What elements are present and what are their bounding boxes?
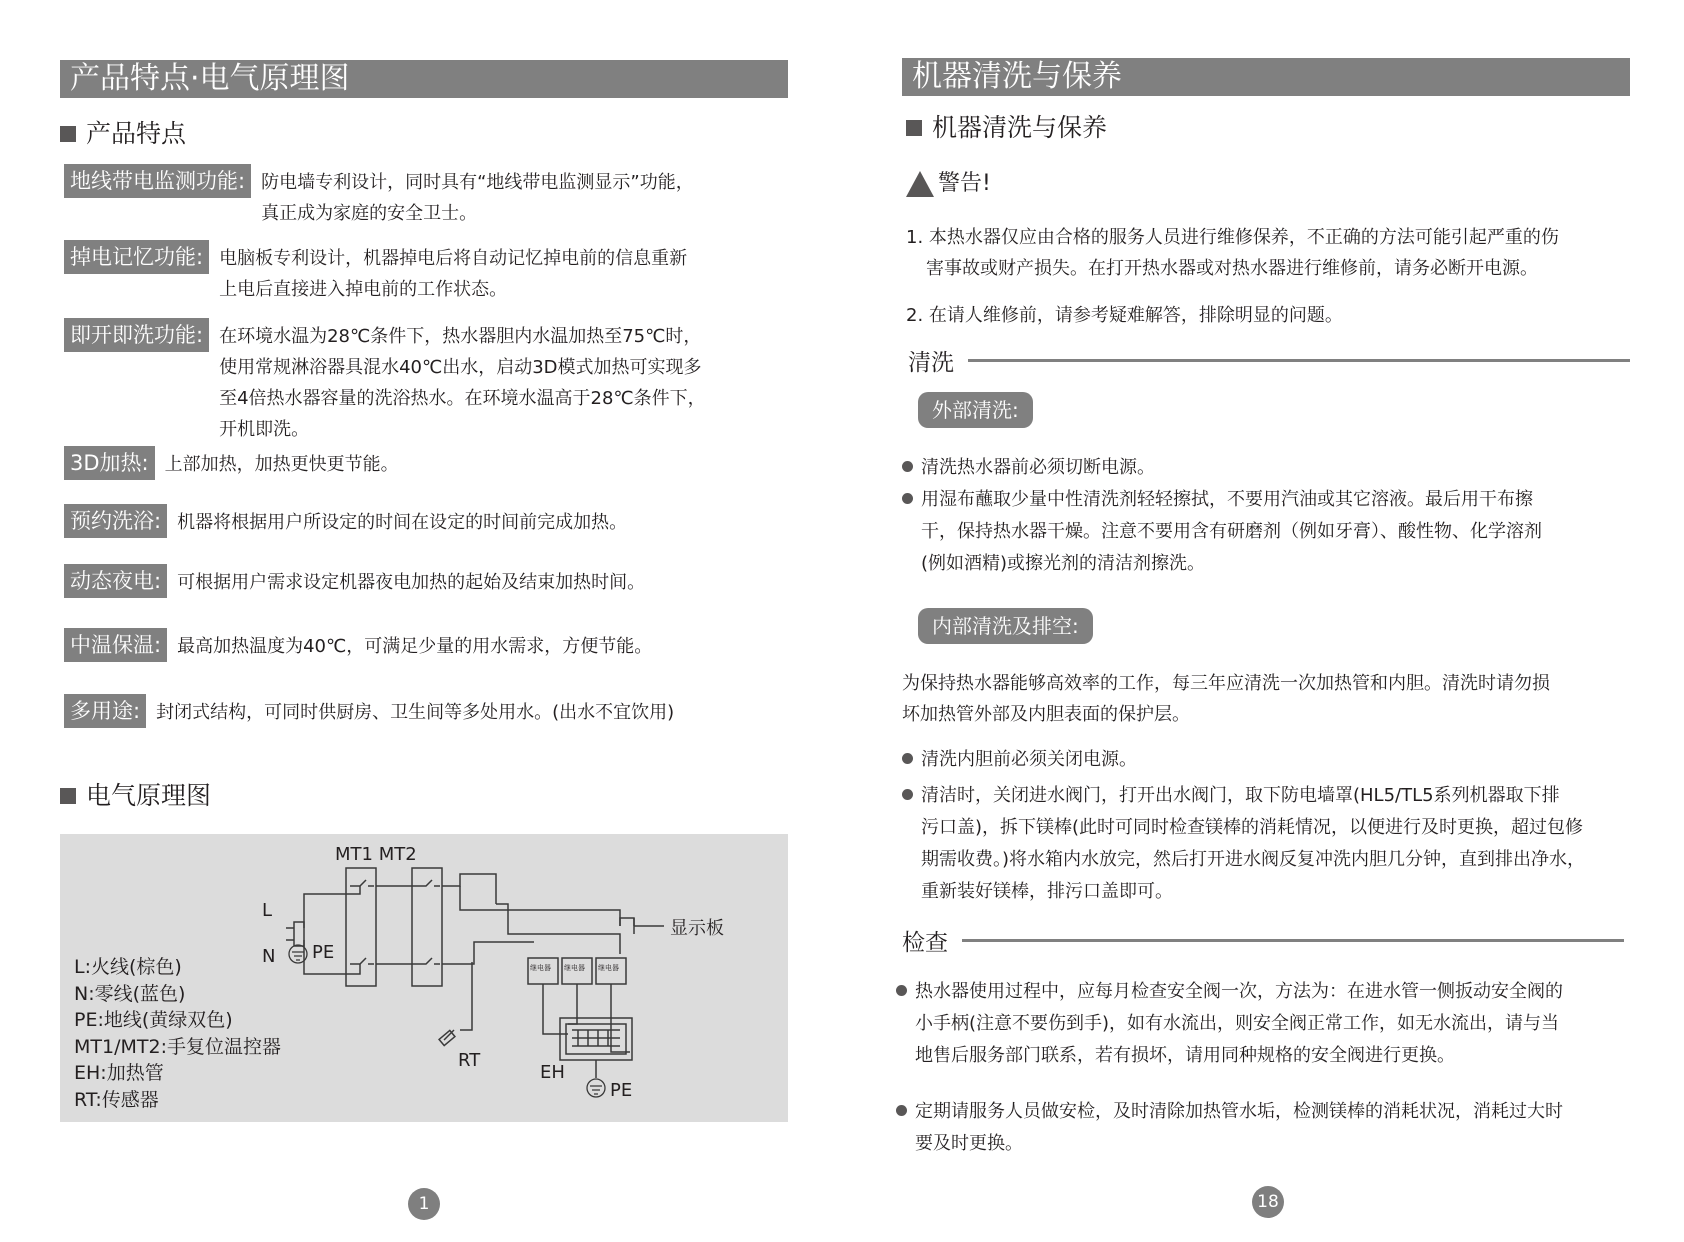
feature-row [64,318,784,445]
relay-label-3: 继电器 [598,964,619,972]
legend-item: N:零线(蓝色) [74,982,186,1005]
feature-desc [156,694,674,728]
relay-label-2: 继电器 [564,964,585,972]
legend-item: EH:加热管 [74,1062,164,1084]
legend-item: PE:地线(黄绿双色) [74,1009,233,1031]
feature-row [64,240,784,305]
feature-desc [177,564,645,598]
feature-tag: 多用途: [64,694,146,728]
internal-bullet-text: 重新装好镁棒，排污口盖即可。 [921,881,1173,902]
left-banner: 产品特点·电气原理图 [60,60,788,98]
feature-desc-line: 上部加热，加热更快更节能。 [164,454,399,475]
warning-triangle-icon [906,171,934,197]
external-cleaning-pill: 外部清洗: [918,392,1033,428]
check-bullet-text: 要及时更换。 [915,1133,1023,1154]
feature-desc-line: 开机即洗。 [219,419,310,440]
feature-desc-line: 上电后直接进入掉电前的工作状态。 [219,279,508,300]
feature-desc [219,240,687,305]
feature-desc-line: 可根据用户需求设定机器夜电加热的起始及结束加热时间。 [177,572,646,593]
warning-num: 2. [906,305,929,326]
legend-item: L:火线(棕色) [74,956,182,978]
square-bullet-icon [906,120,922,136]
bullet-dot-icon [902,753,913,764]
check-bullet-text: 地售后服务部门联系，若有损坏，请用同种规格的安全阀进行更换。 [915,1045,1455,1066]
eh-label: EH [540,1062,565,1083]
mt-label: MT1 MT2 [335,844,417,865]
feature-tag: 掉电记忆功能: [64,240,209,274]
check-bullet-line [896,1008,1636,1040]
internal-intro [902,668,1642,730]
right-page [842,0,1684,1242]
warning-text: 在请人维修前，请参考疑难解答，排除明显的问题。 [928,305,1343,326]
external-bullet-line [902,516,1642,548]
diagram-legend [74,954,281,1113]
internal-bullet-text: 清洁时，关闭进水阀门，打开出水阀门，取下防电墙罩(HL5/TL5系列机器取下排 [921,785,1560,806]
warning-item [906,300,1646,331]
divider [962,939,1624,942]
internal-bullet-text: 清洗内胆前必须关闭电源。 [921,749,1137,770]
relay-label-1: 继电器 [530,964,551,972]
electrical-diagram [60,834,788,1122]
external-bullet-text: 用湿布蘸取少量中性清洗剂轻轻擦拭，不要用汽油或其它溶液。最后用干布擦 [921,489,1533,510]
warning-item [906,222,1646,284]
page-number-left: 1 [408,1188,440,1220]
external-bullet-line [902,548,1642,580]
warning-heading: 警告! [906,166,991,197]
check-bullet-text: 小手柄(注意不要伤到手)，如有水流出，则安全阀正常工作，如无水流出，请与当 [915,1013,1560,1034]
internal-bullet [902,744,1662,776]
feature-desc [165,446,399,480]
warning-num: 1. [906,227,929,248]
internal-bullet-line [902,844,1662,876]
feature-desc-line: 最高加热温度为40℃，可满足少量的用水需求，方便节能。 [177,636,653,657]
square-bullet-icon [60,126,76,142]
feature-tag: 地线带电监测功能: [64,164,251,198]
warning-line [906,300,1646,331]
pe-label: PE [312,942,335,963]
feature-tag: 预约洗浴: [64,504,167,538]
bullet-dot-icon [896,1105,907,1116]
external-bullet-text: 清洗热水器前必须切断电源。 [921,457,1155,478]
external-bullet-text: (例如酒精)或擦光剂的清洁剂擦洗。 [921,553,1206,574]
feature-desc-line: 使用常规淋浴器具混水40℃出水，启动3D模式加热可实现多 [219,357,702,378]
check-bullet-text: 热水器使用过程中，应每月检查安全阀一次，方法为：在进水管一侧扳动安全阀的 [915,981,1563,1002]
bullet-dot-icon [902,461,913,472]
internal-intro-line [902,699,1642,730]
feature-desc-line: 在环境水温为28℃条件下，热水器胆内水温加热至75℃时， [219,326,702,347]
check-bullet [896,976,1636,1072]
feature-row [64,446,784,480]
internal-cleaning-pill: 内部清洗及排空: [918,608,1093,644]
internal-bullet-line [902,744,1662,776]
warning-line [906,253,1646,284]
check-bullet-line [896,976,1636,1008]
warning-text: 害事故或财产损失。在打开热水器或对热水器进行维修前，请务必断开电源。 [926,258,1538,279]
check-bullet [896,1096,1636,1160]
square-bullet-icon [60,788,76,804]
feature-desc-line: 机器将根据用户所设定的时间在设定的时间前完成加热。 [177,512,628,533]
pe2-label: PE [610,1080,633,1101]
check-bullet-text: 定期请服务人员做安检，及时清除加热管水垢，检测镁棒的消耗状况，消耗过大时 [915,1101,1563,1122]
right-banner: 机器清洗与保养 [902,58,1630,96]
feature-row [64,628,784,662]
feature-tag: 动态夜电: [64,564,167,598]
divider [968,359,1630,362]
warning-text: 本热水器仅应由合格的服务人员进行维修保养，不正确的方法可能引起严重的伤 [928,227,1559,248]
internal-bullet-line [902,876,1662,908]
external-bullet-line [902,452,1642,484]
feature-desc-line: 至4倍热水器容量的洗浴热水。在环境水温高于28℃条件下， [219,388,706,409]
external-bullet-text: 干，保持热水器干燥。注意不要用含有研磨剂（例如牙膏）、酸性物、化学溶剂 [921,521,1542,542]
bullet-dot-icon [896,985,907,996]
external-bullet [902,484,1642,580]
display-board-label: 显示板 [670,918,724,939]
features-title: 产品特点 [60,118,186,150]
check-bullet-line [896,1096,1636,1128]
feature-tag: 即开即洗功能: [64,318,209,352]
feature-desc-line: 封闭式结构，可同时供厨房、卫生间等多处用水。(出水不宜饮用) [156,702,675,723]
internal-bullet [902,780,1662,908]
check-bullet-line [896,1040,1636,1072]
internal-bullet-line [902,812,1662,844]
feature-row [64,694,784,728]
bullet-dot-icon [902,789,913,800]
feature-desc [261,164,694,229]
feature-tag: 3D加热: [64,446,155,480]
feature-row [64,504,784,538]
internal-bullet-text: 期需收费。)将水箱内水放完，然后打开进水阀反复冲洗内胆几分钟，直到排出净水， [921,849,1586,870]
check-heading: 检查 [902,924,1624,957]
feature-desc-line: 防电墙专利设计，同时具有“地线带电监测显示”功能， [261,172,694,193]
rt-label: RT [458,1050,481,1071]
diagram-title: 电气原理图 [60,780,211,812]
feature-desc-line: 真正成为家庭的安全卫士。 [261,203,478,224]
l-label: L [262,900,273,921]
maintenance-title: 机器清洗与保养 [906,112,1107,144]
legend-item: RT:传感器 [74,1088,159,1111]
warning-line [906,222,1646,253]
heater-block [566,1024,626,1054]
page-number-right: 18 [1252,1186,1284,1218]
feature-tag: 中温保温: [64,628,167,662]
feature-desc [219,318,706,445]
internal-intro-line [902,668,1642,699]
internal-bullet-text: 污口盖)，拆下镁棒(此时可同时检查镁棒的消耗情况，以便进行及时更换，超过包修 [921,817,1584,838]
internal-intro-text: 坏加热管外部及内胆表面的保护层。 [902,704,1190,725]
check-bullet-line [896,1128,1636,1160]
feature-desc-line: 电脑板专利设计，机器掉电后将自动记忆掉电前的信息重新 [219,248,688,269]
clean-heading: 清洗 [908,344,1630,377]
n-label: N [262,946,276,967]
external-bullet [902,452,1642,484]
external-bullet-line [902,484,1642,516]
feature-row [64,164,784,229]
feature-desc [177,504,627,538]
feature-desc [177,628,652,662]
legend-item: MT1/MT2:手复位温控器 [74,1035,281,1058]
internal-intro-text: 为保持热水器能够高效率的工作，每三年应清洗一次加热管和内胆。清洗时请勿损 [902,673,1550,694]
bullet-dot-icon [902,493,913,504]
internal-bullet-line [902,780,1662,812]
feature-row [64,564,784,598]
